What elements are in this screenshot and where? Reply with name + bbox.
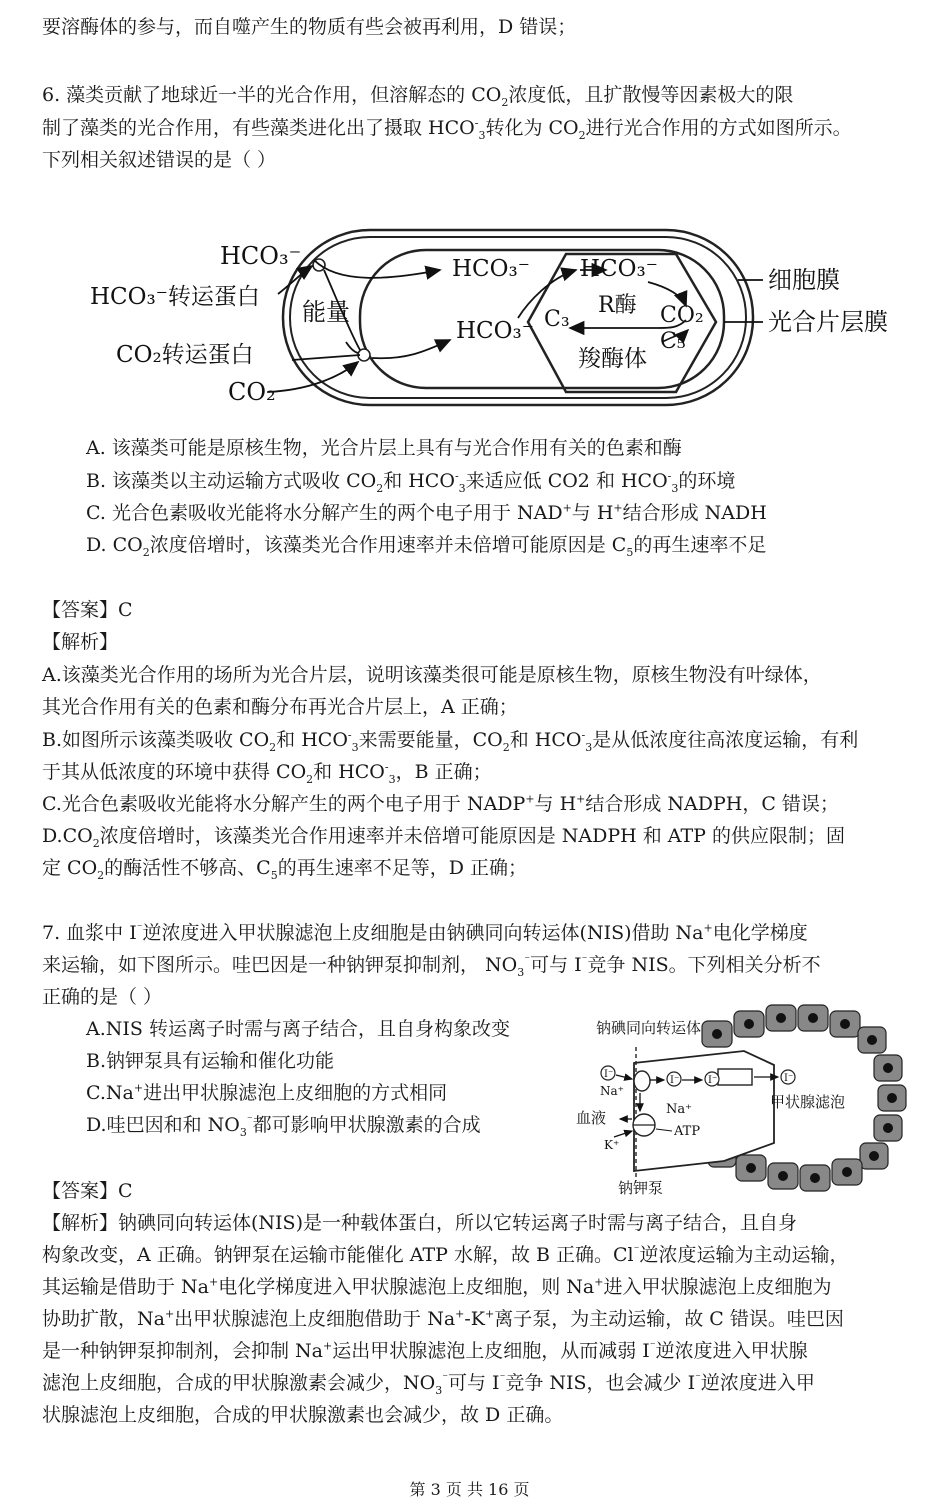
- label-co2-carboxysome: CO₂: [660, 303, 704, 328]
- label-co2-outside: CO₂: [228, 378, 276, 406]
- label-blood: 血液: [576, 1109, 607, 1127]
- q7-option-a: A.NIS 转运离子时需与离子结合，且自身构象改变: [86, 1018, 510, 1040]
- q7-explain-6: 滤泡上皮细胞，合成的甲状腺激素会减少，$NO_3^{^-}$可与 I⁻竞争 NIS，也会减少 I⁻逆浓度进入甲: [42, 1371, 815, 1397]
- label-k: K⁺: [604, 1138, 620, 1152]
- q6-stem-line-3: 下列相关叙述错误的是（ ）: [42, 149, 277, 171]
- q6-analysis-b-2: 于其从低浓度的环境中获得 $CO_2$和 $HCO^-_3$，B 正确；: [42, 760, 492, 786]
- q7-explain-3: 其运输是借助于 Na+电化学梯度进入甲状腺滤泡上皮细胞，则 Na+进入甲状腺滤泡上皮细胞为: [42, 1275, 832, 1298]
- q7-stem-line-3: 正确的是（ ）: [42, 986, 163, 1008]
- label-c3: C₃: [544, 307, 570, 332]
- label-iodide-2: I⁻: [670, 1075, 680, 1086]
- q7-explain-4: 协助扩散，Na+出甲状腺滤泡上皮细胞借助于 Na+-K+离子泵，为主动运输，故 C 错误。哇巴因: [42, 1307, 844, 1330]
- epithelial-cell: [634, 1051, 774, 1171]
- q7-option-b: B.钠钾泵具有运输和催化功能: [86, 1050, 335, 1072]
- q6-analysis-a-1: A.该藻类光合作用的场所为光合片层，说明该藻类很可能是原核生物，原核生物没有叶绿体，: [42, 664, 822, 686]
- label-cell-membrane: 细胞膜: [768, 266, 840, 294]
- label-hco3-transporter: HCO₃⁻转运蛋白: [90, 284, 260, 310]
- q7-stem-line-2: 来运输，如下图所示。哇巴因是一种钠钾泵抑制剂， $NO_3^{^-}$可与 I⁻竞争 NIS。下列相关分析不: [42, 953, 821, 979]
- label-na-nis: Na⁺: [600, 1084, 624, 1098]
- label-iodide-4: I⁻: [784, 1073, 794, 1084]
- q6-analysis-b-1: B.如图所示该藻类吸收 $CO_2$和 $HCO^-_3$来需要能量，$CO_2$和 $HCO^-_3$是从低浓度往高浓度运输，有利: [42, 728, 859, 754]
- label-atp: ATP: [674, 1124, 701, 1139]
- q6-option-c: C. 光合色素吸收光能将水分解产生的两个电子用于 NAD+与 H+结合形成 NADH: [86, 501, 767, 524]
- q7-explain-5: 是一种钠钾泵抑制剂，会抑制 Na+运出甲状腺滤泡上皮细胞，从而减弱 I⁻逆浓度进入甲状腺: [42, 1339, 808, 1362]
- q6-option-d: D. $CO_2$浓度倍增时，该藻类光合作用速率并未倍增可能原因是 $C_5$的再生速率不足: [86, 534, 767, 559]
- q7-option-d: D.哇巴因和和 $NO_3^{^-}$都可影响甲状腺激素的合成: [86, 1113, 481, 1139]
- page-footer: 第 3 页 共 16 页: [409, 1480, 530, 1499]
- q6-analysis-title: 【解析】: [42, 631, 119, 653]
- label-hco3-carboxysome: HCO₃⁻: [580, 256, 658, 282]
- q7-option-c: C.Na+进出甲状腺滤泡上皮细胞的方式相同: [86, 1081, 448, 1104]
- label-energy: 能量: [302, 298, 350, 326]
- q6-analysis-d-1: $D.CO_2$浓度倍增时，该藻类光合作用速率并未倍增可能原因是 NADPH 和 ATP 的供应限制；固: [42, 825, 845, 850]
- q7-explain-2: 构象改变，A 正确。钠钾泵在运输市能催化 ATP 水解，故 B 正确。Cl⁻逆浓度运输为主动运输，: [42, 1243, 849, 1266]
- q6-option-a: A. 该藻类可能是原核生物，光合片层上具有与光合作用有关的色素和酶: [86, 437, 682, 459]
- q6-answer: 【答案】C: [42, 599, 133, 621]
- prev-answer-line: 要溶酶体的参与，而自噬产生的物质有些会被再利用，D 错误；: [42, 16, 577, 38]
- q6-option-b: B. 该藻类以主动运输方式吸收 $CO_2$和 $HCO^-_3$来适应低 CO2 和 $HCO^-_3$的环境: [86, 469, 736, 495]
- q6-stem-line-1: 6. 藻类贡献了地球近一半的光合作用，但溶解态的 $CO_2$浓度低，且扩散慢等因素极大的限: [42, 84, 794, 109]
- label-nis: 钠碘同向转运体: [596, 1019, 702, 1037]
- nis-icon: [634, 1071, 650, 1091]
- label-carboxysome: 羧酶体: [578, 346, 647, 372]
- q7-stem-line-1: 7. 血浆中 I⁻逆浓度进入甲状腺滤泡上皮细胞是由钠碘同向转运体(NIS)借助 Na+电化学梯度: [42, 921, 808, 944]
- label-pump: 钠钾泵: [618, 1179, 664, 1195]
- q6-figure: [88, 222, 918, 410]
- label-co2-transporter: CO₂转运蛋白: [116, 342, 254, 368]
- label-thylakoid-membrane: 光合片层膜: [768, 308, 888, 336]
- q6-analysis-a-2: 其光合作用有关的色素和酶分布再光合片层上，A 正确；: [42, 696, 518, 718]
- label-r-enzyme: R酶: [598, 293, 637, 318]
- q7-figure: [574, 1003, 914, 1195]
- label-c5: C₅: [660, 329, 686, 354]
- q6-analysis-c: C.光合色素吸收光能将水分解产生的两个电子用于 NADP+与 H+结合形成 NADPH，C 错误；: [42, 792, 839, 815]
- label-follicle: 甲状腺滤泡: [770, 1093, 846, 1111]
- q6-analysis-d-2: 定 $CO_2$的酶活性不够高、$C_5$的再生速率不足等，D 正确；: [42, 857, 527, 882]
- label-hco3-lumen: HCO₃⁻: [456, 318, 534, 344]
- q6-stem-line-2: 制了藻类的光合作用，有些藻类进化出了摄取 $HCO^-_3$转化为 $CO_2$进行光合作用的方式如图所示。: [42, 116, 852, 142]
- label-iodide-3: I⁻: [708, 1075, 718, 1086]
- label-hco3-thylakoid: HCO₃⁻: [452, 256, 530, 282]
- q7-explain-7: 状腺滤泡上皮细胞，合成的甲状腺激素也会减少，故 D 正确。: [42, 1404, 564, 1426]
- q7-explain-1: 【解析】钠碘同向转运体(NIS)是一种载体蛋白，所以它转运离子时需与离子结合，且自身: [42, 1212, 797, 1234]
- q7-answer: 【答案】C: [42, 1180, 133, 1202]
- label-na-pump: Na⁺: [666, 1102, 692, 1117]
- label-iodide-1: I⁻: [604, 1069, 614, 1080]
- label-hco3-outside: HCO₃⁻: [220, 242, 302, 270]
